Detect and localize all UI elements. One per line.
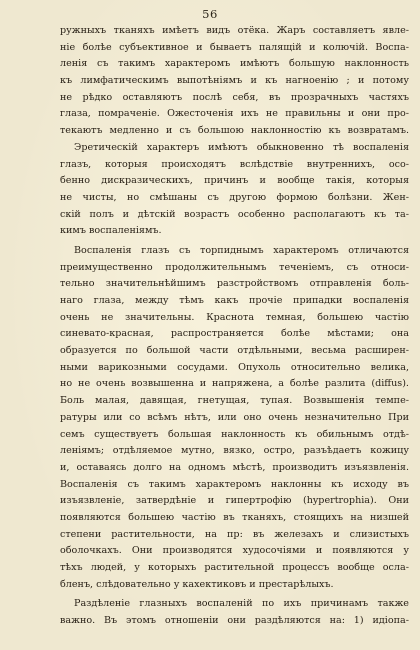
text-line: важно. Въ этомъ отношеніи они раздѣляются на: 1) идіопа- [60,615,409,627]
text-line: ніе болѣе субъективное и бываетъ палящій и колючій. Воспа- [60,41,409,53]
text-line: и, оставаясь долго на одномъ мѣстѣ, производитъ изъязвленія. [60,461,409,473]
text-line: текаютъ медленно и съ большою наклонностію къ возвратамъ. [60,125,409,137]
text-line: семъ существуетъ большая наклонность къ обильнымъ отдѣ- [60,428,409,440]
text-line: оболочкахъ. Они производятся худосочіями и появляются у [60,545,409,557]
text-line: глаза, помраченіе. Ожесточенія ихъ не правильны и они про- [60,108,409,120]
text-line: ленія съ такимъ характеромъ имѣютъ большую наклонность [60,58,409,70]
text-line: ружныхъ тканяхъ имѣетъ видъ отёка. Жаръ составляетъ явле- [60,25,409,36]
text-line: но не очень возвышенна и напряжена, а болѣе разлита (diffus). [60,378,409,390]
text-line: леніямъ; отдѣляемое мутно, вязко, остро, разъѣдаетъ кожицу [60,445,409,457]
text-line: Воспаленія глазъ съ торпиднымъ характеромъ отличаются [74,244,409,256]
text-line: Эретическій характеръ имѣютъ обыкновенно тѣ воспаленія [74,141,409,153]
text-line: скій полъ и дѣтскій возрастъ особенно располагаютъ къ та- [60,208,409,220]
text-line: Раздѣленіе глазныхъ воспаленій по ихъ причинамъ также [74,598,409,610]
text-line: Воспаленія съ такимъ характеромъ наклонны къ исходу въ [60,478,409,490]
text-line: ными варикозными сосудами. Опухоль относительно велика, [60,361,409,373]
text-line: тѣхъ людей, у которыхъ растительной процессъ вообще осла- [60,562,409,573]
text-line: наго глаза, между тѣмъ какъ прочіе припадки воспаленія [60,295,409,306]
text-line: ратуры или со всѣмъ нѣтъ, или оно очень незначительно При [60,411,409,423]
page-number: 56 [202,7,218,21]
text-line: не чисты, но смѣшаны съ другою формою болѣзни. Жен- [60,191,409,203]
text-line: къ лимфатическимъ выпотѣніямъ и къ нагноенію ; и потому [60,75,409,87]
text-line: синевато-красная, распространяется болѣе мѣстами; она [60,328,409,340]
text-line: глазъ, которыя происходятъ вслѣдствіе внутреннихъ, осо- [60,158,409,170]
text-line: кимъ воспаленіямъ. [60,225,162,237]
text-line: бленъ, слѣдовательно у кахектиковъ и престарѣлыхъ. [60,578,334,590]
text-line: не рѣдко оставляютъ послѣ себя, въ прозрачныхъ частяхъ [60,91,409,103]
text-line: образуется по большой части отдѣльными, весьма расширен- [60,345,409,357]
text-line: появляются большею частію въ тканяхъ, стоящихъ на низшей [60,511,409,523]
text-line: тельно значительнѣйшимъ разстройствомъ отправленія боль- [60,278,409,290]
text-line: очень не значительны. Краснота темная, большею частію [60,311,409,323]
text-line: степени растительности, на пр: въ железахъ и слизистыхъ [60,528,409,540]
text-line: бенно дискразическихъ, причинъ и вообще такія, которыя [60,175,409,187]
text-line: преимущественно продолжительнымъ теченіемъ, съ относи- [60,261,409,273]
body-text [60,23,409,630]
text-line: Боль малая, давящая, гнетущая, тупая. Возвышенія темпе- [60,395,409,407]
text-line: изъязвленіе, затвердѣніе и гипертрофію (hypertrophia). Они [60,495,409,507]
